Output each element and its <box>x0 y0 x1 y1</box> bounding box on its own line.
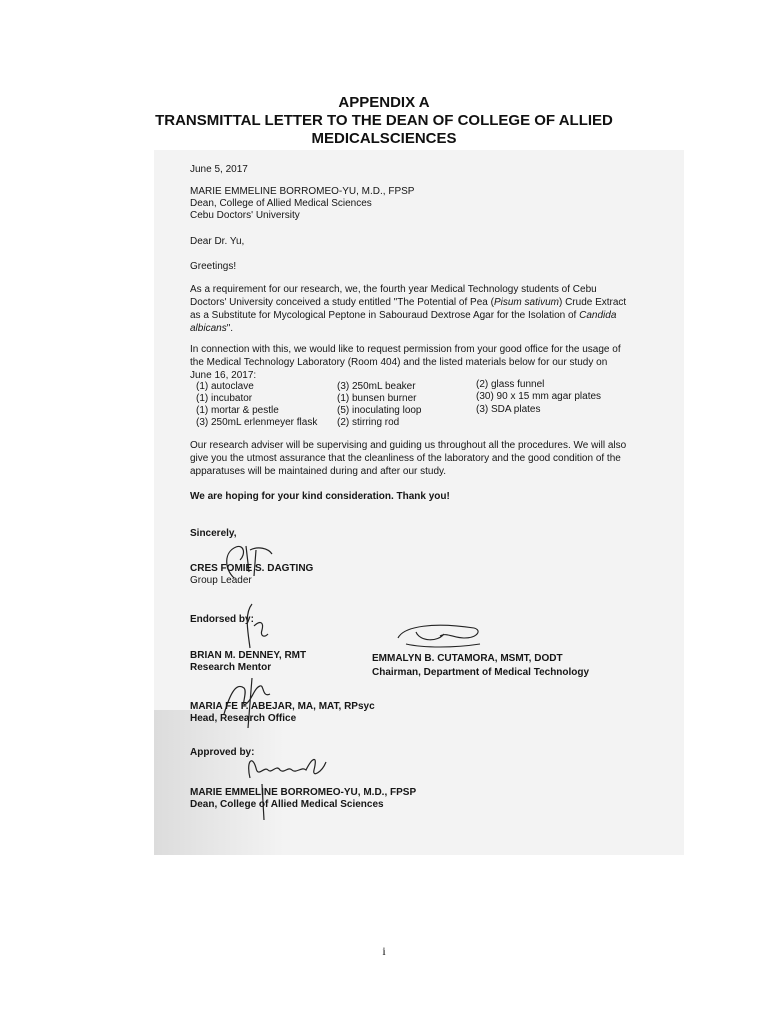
chairman-signature <box>394 620 484 650</box>
material-item: (2) stirring rod <box>337 417 400 428</box>
scanned-letter <box>154 150 684 855</box>
group-leader-name: CRES FOMIE S. DAGTING <box>190 563 314 574</box>
paragraph-4: We are hoping for your kind consideration. Thank you! <box>190 491 450 502</box>
paragraph-1-part-c: ". <box>226 323 234 334</box>
paragraph-1-part-b: ) Crude Extract as a Substitute for Mycological Peptone in Sabouraud Dextrose Agar for the Isolation of <box>190 297 627 321</box>
material-item: (2) glass funnel <box>476 379 545 390</box>
approved-label: Approved by: <box>190 747 255 758</box>
material-item: (1) bunsen burner <box>337 393 417 404</box>
research-head-name: MARIA FE F. ABEJAR, MA, MAT, RPsyc <box>190 701 375 712</box>
material-item: (1) incubator <box>196 393 253 404</box>
material-item: (30) 90 x 15 mm agar plates <box>476 391 602 402</box>
material-item: (3) SDA plates <box>476 404 541 415</box>
research-head-title: Head, Research Office <box>190 713 297 724</box>
dean-title: Dean, College of Allied Medical Sciences <box>190 799 384 810</box>
paragraph-1 <box>190 283 628 335</box>
material-item: (3) 250mL erlenmeyer flask <box>196 417 318 428</box>
paragraph-3: Our research adviser will be supervising and guiding us throughout all the procedures. We will also give you the utmost assurance that the cleanliness of the laboratory and the good condition of the apparatuses will be maintained during and after our study. <box>190 440 627 477</box>
paragraph-2: In connection with this, we would like to request permission from your good office for the usage of the Medical Technology Laboratory (Room 404) and the listed materials below for our study on June 16, 2017: <box>190 344 621 381</box>
material-item: (1) autoclave <box>196 381 254 392</box>
recipient-institution: Cebu Doctors' University <box>190 210 300 221</box>
appendix-title-line-2: MEDICALSCIENCES <box>311 130 457 147</box>
appendix-title-line-1: TRANSMITTAL LETTER TO THE DEAN OF COLLEGE OF ALLIED <box>155 112 613 129</box>
group-leader-title: Group Leader <box>190 575 252 586</box>
recipient-position: Dean, College of Allied Medical Sciences <box>190 198 372 209</box>
material-item: (3) 250mL beaker <box>337 381 416 392</box>
greeting: Greetings! <box>190 261 237 272</box>
material-item: (1) mortar & pestle <box>196 405 279 416</box>
appendix-label: APPENDIX A <box>338 94 430 111</box>
chairman-name: EMMALYN B. CUTAMORA, MSMT, DODT <box>372 653 563 664</box>
page-number: i <box>382 944 386 958</box>
paragraph-1-italic-a: Pisum sativum <box>493 297 559 308</box>
paragraph-1-part-a: As a requirement for our research, we, the fourth year Medical Technology students of Cebu Doctors' University conceived a study entitled "The Potential of Pea ( <box>190 284 597 308</box>
closing: Sincerely, <box>190 528 237 539</box>
recipient-name: MARIE EMMELINE BORROMEO-YU, M.D., FPSP <box>190 186 415 197</box>
salutation: Dear Dr. Yu, <box>190 236 245 247</box>
letter-date: June 5, 2017 <box>190 164 248 175</box>
endorsed-label: Endorsed by: <box>190 614 254 625</box>
research-mentor-title: Research Mentor <box>190 662 272 673</box>
material-item: (5) inoculating loop <box>337 405 422 416</box>
research-mentor-name: BRIAN M. DENNEY, RMT <box>190 650 307 661</box>
chairman-title: Chairman, Department of Medical Technology <box>372 667 590 678</box>
paragraph-1-italic-b: Candida albicans <box>190 310 617 334</box>
research-mentor-signature <box>238 602 278 652</box>
dean-name: MARIE EMMELINE BORROMEO-YU, M.D., FPSP <box>190 787 417 798</box>
